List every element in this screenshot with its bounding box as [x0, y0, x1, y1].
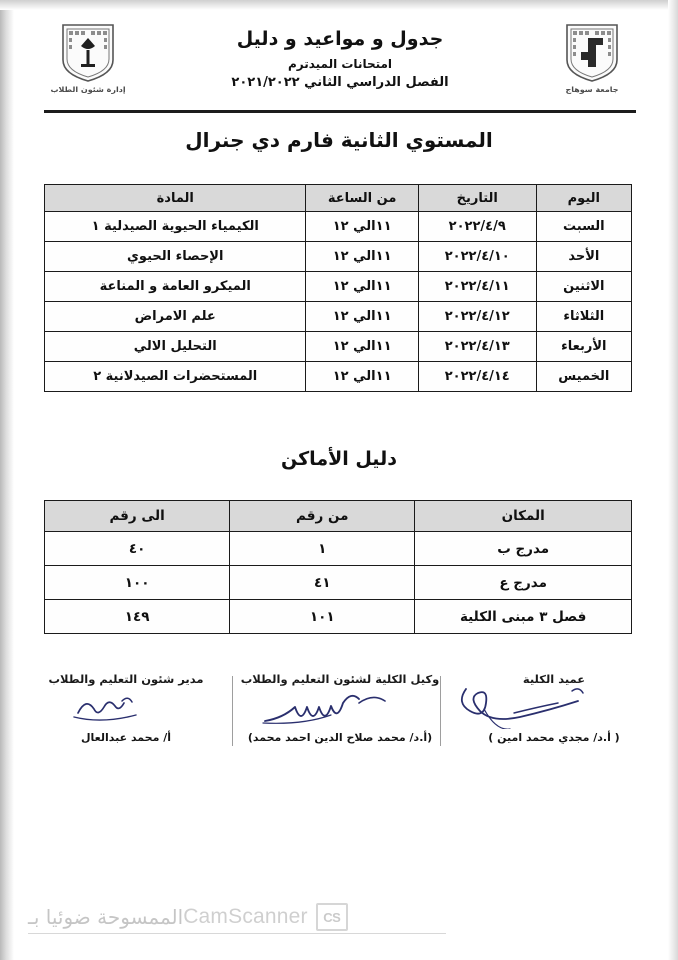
- cell-subject: علم الامراض: [45, 302, 306, 332]
- camscanner-watermark: [28, 900, 458, 934]
- document-header: [42, 22, 638, 104]
- document-title: جدول و مواعيد و دليل: [236, 28, 444, 50]
- cell-place: مدرج ع: [415, 566, 632, 600]
- signature-name: ( أ.د/ مجدي محمد امين ): [488, 731, 620, 744]
- table-row: [45, 272, 632, 302]
- right-logo-block: [546, 22, 638, 94]
- scan-edge-top: [0, 0, 678, 10]
- table-row: [45, 600, 632, 634]
- signature-block: [20, 672, 660, 782]
- table-row: [45, 242, 632, 272]
- col-header-place: المكان: [415, 501, 632, 532]
- cell-place: فصل ٣ مبنى الكلية: [415, 600, 632, 634]
- cell-time: ١١الي ١٢: [306, 302, 418, 332]
- signature-role: وكيل الكلية لشئون التعليم والطلاب: [240, 672, 440, 686]
- cell-day: الأربعاء: [536, 332, 631, 362]
- signature-name: أ/ محمد عبدالعال: [80, 731, 172, 744]
- signature-role: مدير شئون التعليم والطلاب: [48, 672, 204, 686]
- cell-time: ١١الي ١٢: [306, 332, 418, 362]
- cell-date: ٢٠٢٢/٤/١٠: [418, 242, 536, 272]
- level-title: المستوي الثانية فارم دي جنرال: [185, 128, 493, 152]
- schedule-header-row: [45, 185, 632, 212]
- col-header-date: التاريخ: [418, 185, 536, 212]
- cell-from-no: ١٠١: [230, 600, 415, 634]
- cell-day: الأحد: [536, 242, 631, 272]
- watermark-text: الممسوحة ضوئيا بـ: [28, 905, 184, 929]
- cell-day: الاثنين: [536, 272, 631, 302]
- places-guide-title: دليل الأماكن: [281, 448, 397, 470]
- places-header-row: [45, 501, 632, 532]
- cell-date: ٢٠٢٢/٤/٩: [418, 212, 536, 242]
- cell-day: السبت: [536, 212, 631, 242]
- cell-from-no: ٤١: [230, 566, 415, 600]
- signature-education-affairs-manager: [20, 672, 232, 782]
- table-row: [45, 332, 632, 362]
- signature-divider: [440, 676, 441, 746]
- col-header-time: من الساعة: [306, 185, 418, 212]
- document-term: الفصل الدراسي الثاني ٢٠٢١/٢٠٢٢: [231, 75, 449, 90]
- cell-to-no: ١٠٠: [45, 566, 230, 600]
- right-logo-caption: جامعة سوهاج: [565, 85, 619, 94]
- table-row: [45, 532, 632, 566]
- signature-role: عميد الكلية: [522, 672, 586, 686]
- table-row: [45, 566, 632, 600]
- cell-day: الخميس: [536, 362, 631, 392]
- left-logo-caption: إدارة شئون الطلاب: [50, 85, 126, 94]
- col-header-day: اليوم: [536, 185, 631, 212]
- pharmacy-crest-icon: [59, 22, 117, 84]
- cell-date: ٢٠٢٢/٤/١٤: [418, 362, 536, 392]
- document-subtitle: امتحانات الميدترم: [287, 57, 393, 71]
- cell-time: ١١الي ١٢: [306, 272, 418, 302]
- places-guide-table: [44, 500, 632, 634]
- cell-date: ٢٠٢٢/٤/١٢: [418, 302, 536, 332]
- signature-vice-dean: [234, 672, 446, 782]
- signature-dean: [448, 672, 660, 782]
- cell-day: الثلاثاء: [536, 302, 631, 332]
- watermark-underline: [28, 933, 446, 934]
- cell-subject: الكيمياء الحيوية الصيدلية ١: [45, 212, 306, 242]
- header-divider: [44, 110, 636, 113]
- cell-to-no: ١٤٩: [45, 600, 230, 634]
- cell-subject: التحليل الالي: [45, 332, 306, 362]
- signature-name: (أ.د/ محمد صلاح الدين احمد محمد): [247, 731, 433, 744]
- cell-subject: الإحصاء الحيوي: [45, 242, 306, 272]
- cell-time: ١١الي ١٢: [306, 242, 418, 272]
- cell-from-no: ١: [230, 532, 415, 566]
- handwritten-signature-icon: [20, 687, 232, 729]
- col-header-subject: المادة: [45, 185, 306, 212]
- cell-date: ٢٠٢٢/٤/١١: [418, 272, 536, 302]
- signature-divider: [232, 676, 233, 746]
- cell-place: مدرج ب: [415, 532, 632, 566]
- watermark-brand: CamScanner: [183, 905, 308, 928]
- university-crest-icon: [563, 22, 621, 84]
- table-row: [45, 362, 632, 392]
- cell-subject: المستحضرات الصيدلانية ٢: [45, 362, 306, 392]
- cell-time: ١١الي ١٢: [306, 212, 418, 242]
- cell-time: ١١الي ١٢: [306, 362, 418, 392]
- col-header-from-no: من رقم: [230, 501, 415, 532]
- table-row: [45, 212, 632, 242]
- cell-to-no: ٤٠: [45, 532, 230, 566]
- camscanner-badge-icon: CS: [316, 903, 348, 931]
- table-row: [45, 302, 632, 332]
- col-header-to-no: الى رقم: [45, 501, 230, 532]
- header-text-block: [134, 22, 546, 90]
- handwritten-signature-icon: [448, 687, 660, 729]
- left-logo-block: [42, 22, 134, 94]
- cell-date: ٢٠٢٢/٤/١٣: [418, 332, 536, 362]
- exam-schedule-table: [44, 184, 632, 392]
- handwritten-signature-icon: [234, 687, 446, 729]
- cell-subject: الميكرو العامة و المناعة: [45, 272, 306, 302]
